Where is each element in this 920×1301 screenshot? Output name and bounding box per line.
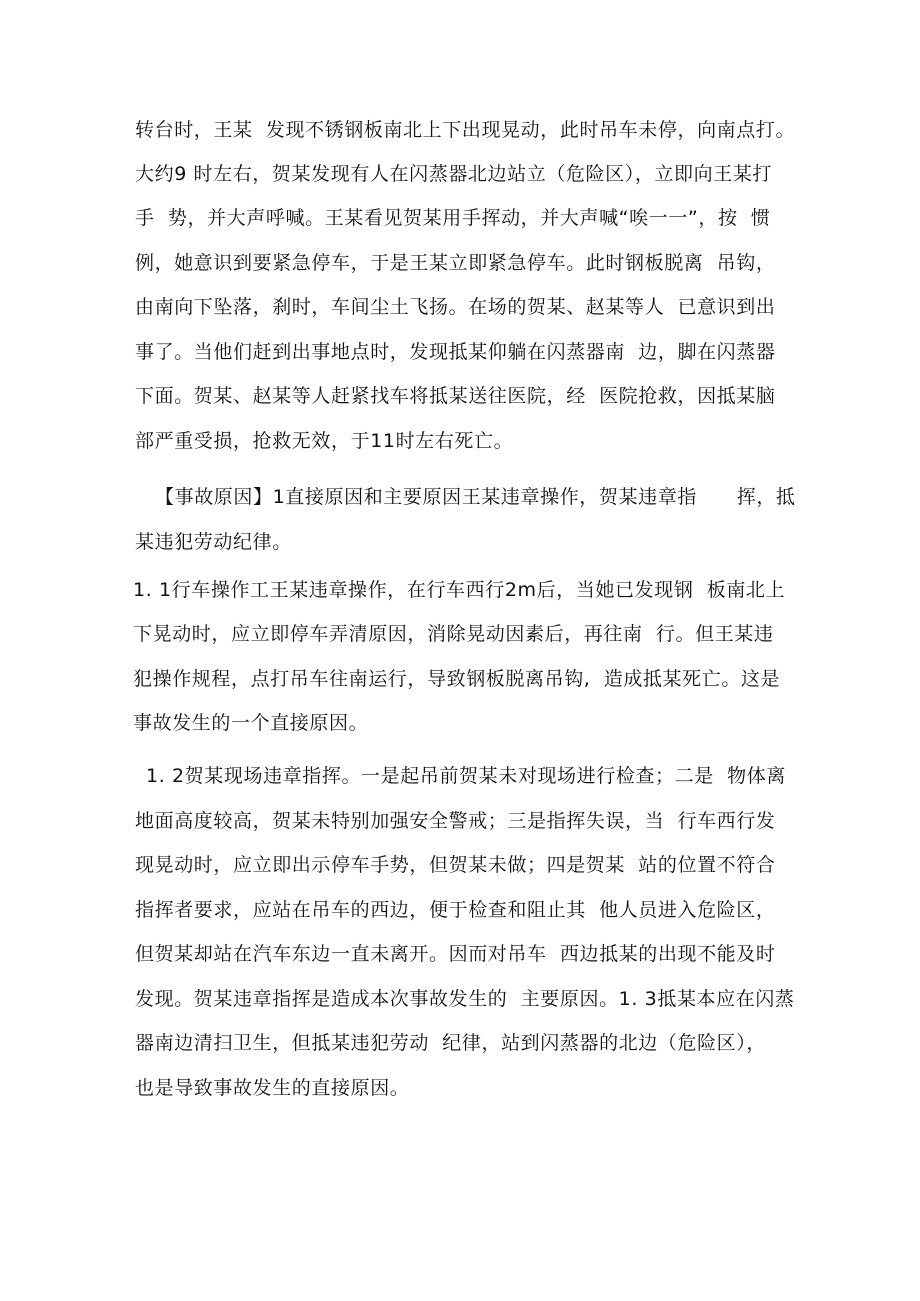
text-line: 地面高度较高，贺某未特别加强安全警戒；三是指挥失误，当 行车西行发 (135, 810, 776, 832)
text-line: 发现。贺某违章指挥是造成本次事故发生的 主要原因。1. 3抵某本应在闪蒸 (135, 988, 795, 1010)
text-line: 事故发生的一个直接原因。 (133, 712, 369, 734)
text-line: 1. 2贺某现场违章指挥。一是起吊前贺某未对现场进行检查；二是 物体离 (146, 765, 786, 787)
text-line: 犯操作规程，点打吊车往南运行，导致钢板脱离吊钩, 造成抵某死亡。这是 (133, 668, 781, 690)
text-line: 事了。当他们赶到出事地点时，发现抵某仰躺在闪蒸器南 边，脚在闪蒸器 (135, 341, 776, 363)
text-line: 大约9 时左右，贺某发现有人在闪蒸器北边站立（危险区），立即向王某打 (135, 163, 773, 185)
text-line: 器南边清扫卫生，但抵某违犯劳动 纪律，站到闪蒸器的北边（危险区）， (135, 1032, 766, 1054)
text-line: 某违犯劳动纪律。 (135, 531, 292, 553)
text-line: 由南向下坠落，刹时，车间尘土飞扬。在场的贺某、赵某等人 已意识到出 (135, 296, 776, 318)
text-line: 现晃动时，应立即出示停车手势，但贺某未做；四是贺某 站的位置不符合 (135, 854, 776, 876)
text-line: 例，她意识到要紧急停车，于是王某立即紧急停车。此时钢板脱离 吊钩， (135, 252, 776, 274)
text-line: 下晃动时，应立即停车弄清原因，消除晃动因素后，再往南 行。但王某违 (133, 623, 774, 645)
text-line: 1. 1行车操作工王某违章操作，在行车西行2m后，当她已发现钢 板南北上 (133, 579, 786, 601)
text-line: 指挥者要求，应站在吊车的西边，便于检查和阻止其 他人员进入危险区， (135, 899, 776, 921)
text-line: 但贺某却站在汽车东边一直未离开。因而对吊车 西边抵某的出现不能及时 (135, 943, 776, 965)
text-line: 【事故原因】1直接原因和主要原因王某违章操作，贺某违章指 挥，抵 (155, 486, 796, 508)
text-line: 下面。贺某、赵某等人赶紧找车将抵某送往医院，经 医院抢救，因抵某脑 (135, 385, 776, 407)
text-line: 转台时，王某 发现不锈钢板南北上下出现晃动，此时吊车未停，向南点打。 (135, 119, 796, 141)
text-line: 部严重受损，抢救无效，于11时左右死亡。 (135, 430, 514, 452)
text-line: 也是导致事故发生的直接原因。 (135, 1077, 410, 1099)
text-line: 手 势，并大声呼喊。王某看见贺某用手挥动，并大声喊“唉一一”，按 惯 (135, 207, 771, 229)
